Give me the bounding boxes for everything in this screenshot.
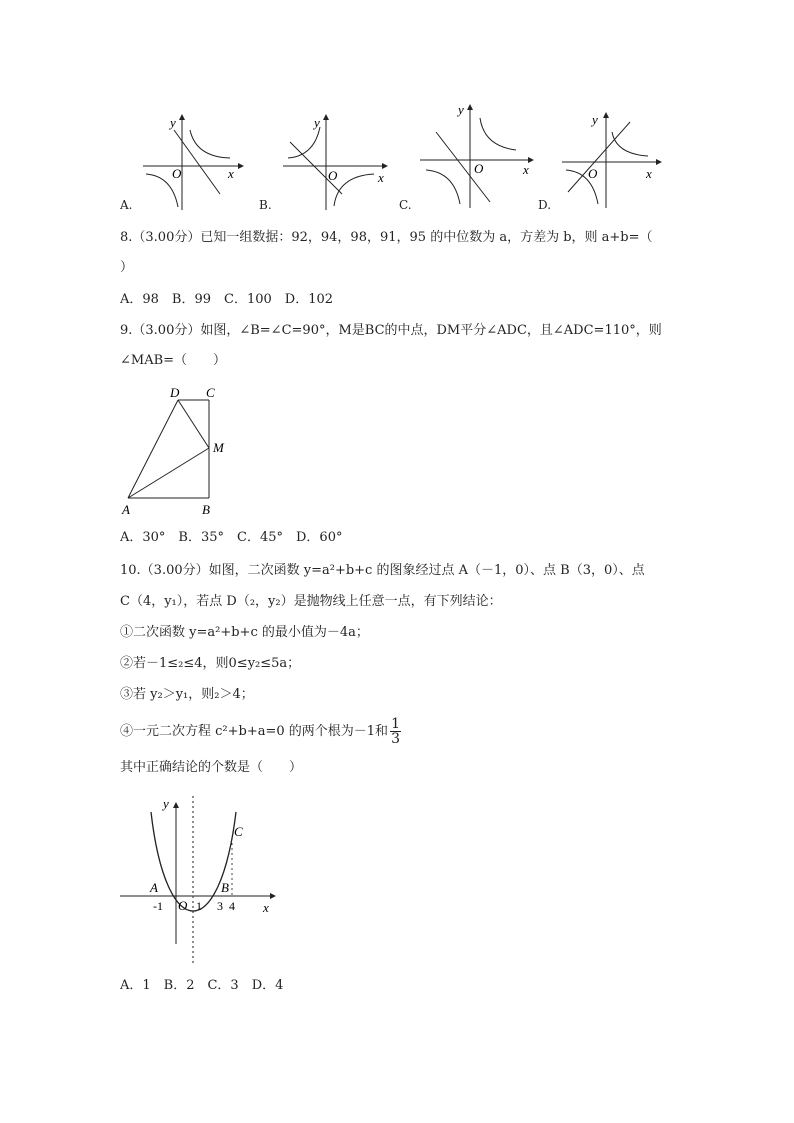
- label-d: D: [170, 385, 180, 400]
- q7-option-a: A.: [120, 198, 133, 212]
- label-o: O: [178, 898, 188, 913]
- origin-label: O: [588, 166, 598, 181]
- q10-statement-4: [120, 716, 401, 748]
- segment-dm: [178, 400, 209, 448]
- y-axis-label: y: [170, 115, 176, 130]
- label-b: B: [221, 880, 229, 895]
- label-a: A: [150, 880, 158, 895]
- q10-statement-1: ①二次函数 y=a²+b+c 的最小值为－4a；: [120, 625, 369, 640]
- label-x: x: [263, 900, 269, 915]
- segment-am: [128, 448, 209, 498]
- fraction-one-third: [390, 717, 401, 746]
- q9-figure: [118, 384, 238, 520]
- tick-4: 4: [229, 899, 235, 913]
- q10-stem-line2: C（4，y₁），若点 D（₂，y₂）是抛物线上任意一点，有下列结论：: [120, 594, 502, 609]
- q7-option-d: D.: [538, 198, 552, 212]
- x-axis-label: x: [646, 166, 652, 181]
- q10-statement-2: ②若－1≤₂≤4，则0≤y₂≤5a；: [120, 656, 301, 671]
- fraction-denominator: 3: [391, 731, 400, 747]
- x-axis-label: x: [378, 170, 384, 185]
- q10-question: 其中正确结论的个数是（ ）: [120, 760, 303, 775]
- tick-1: 1: [196, 899, 202, 913]
- q8-choices: A．98 B．99 C．100 D．102: [120, 292, 334, 307]
- q7-option-b: B.: [259, 198, 272, 212]
- q9-stem-line2: ∠MAB=（ ）: [120, 353, 227, 368]
- y-axis-label: y: [314, 115, 320, 130]
- segment-ad: [128, 400, 178, 498]
- tick-3: 3: [217, 899, 223, 913]
- q10-stem-line1: 10.（3.00分）如图，二次函数 y=a²+b+c 的图象经过点 A（－1，0）、点 B（3，0）、点: [120, 563, 645, 578]
- q7-graph-d: [560, 110, 665, 210]
- tick-neg1: -1: [153, 899, 163, 913]
- q10-statement-4-text: ④一元二次方程 c²+b+a=0 的两个根为－1和: [120, 724, 389, 739]
- label-c: C: [234, 824, 243, 839]
- q10-figure: [118, 794, 288, 966]
- q10-statement-3: ③若 y₂＞y₁，则₂＞4；: [120, 687, 254, 702]
- label-a: A: [122, 502, 130, 517]
- fraction-numerator: 1: [391, 716, 400, 732]
- label-b: B: [202, 502, 210, 517]
- label-m: M: [213, 440, 224, 455]
- q7-graph-b: [278, 112, 393, 212]
- q9-stem-line1: 9.（3.00分）如图，∠B=∠C=90°，M是BC的中点，DM平分∠ADC，且∠ADC=110°，则: [120, 323, 662, 338]
- label-y: y: [163, 796, 169, 811]
- origin-label: O: [328, 168, 338, 183]
- x-axis-label: x: [523, 162, 529, 177]
- origin-label: O: [474, 161, 484, 176]
- y-axis-label: y: [458, 102, 464, 117]
- q10-choices: A．1 B．2 C．3 D．4: [120, 978, 284, 993]
- q7-graph-c: [418, 100, 538, 210]
- x-axis-label: x: [228, 166, 234, 181]
- q8-stem-line1: 8.（3.00分）已知一组数据：92，94，98，91，95 的中位数为 a，方差为 b，则 a+b=（: [120, 230, 653, 245]
- origin-label: O: [172, 166, 182, 181]
- label-c: C: [206, 385, 215, 400]
- q8-stem-line2: ）: [120, 260, 134, 275]
- q9-choices: A．30° B．35° C．45° D．60°: [120, 530, 343, 545]
- y-axis-label: y: [592, 112, 598, 127]
- q7-option-c: C.: [399, 198, 412, 212]
- q7-graph-a: [138, 112, 248, 212]
